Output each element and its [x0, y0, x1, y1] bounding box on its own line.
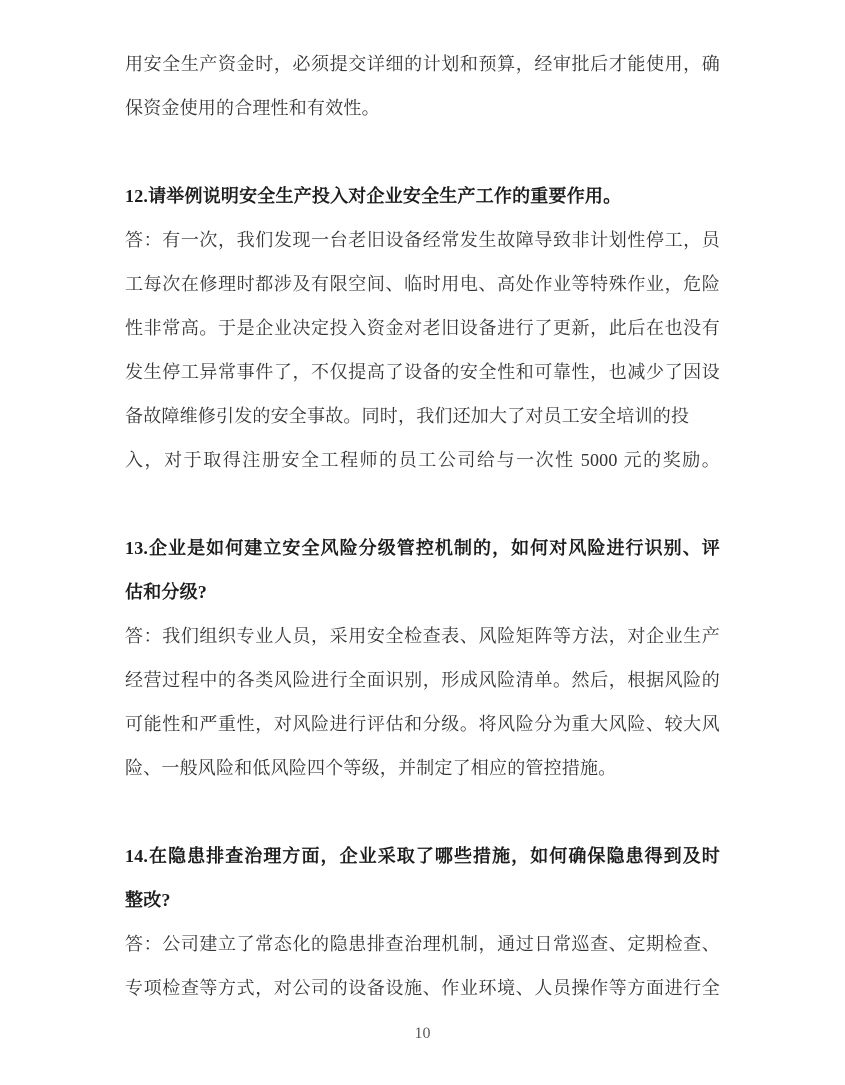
answer-line: 答：我们组织专业人员，采用安全检查表、风险矩阵等方法，对企业生产 [125, 626, 720, 646]
answer-line: 发生停工异常事件了，不仅提高了设备的安全性和可靠性，也减少了因设 [125, 362, 720, 382]
question-heading-14 [125, 834, 720, 922]
qa-block-14 [125, 834, 720, 1010]
answer-line: 答：有一次，我们发现一台老旧设备经常发生故障导致非计划性停工，员 [125, 230, 720, 250]
question-line: 13.企业是如何建立安全风险分级管控机制的，如何对风险进行识别、评 [125, 538, 720, 558]
answer-line: 专项检查等方式，对公司的设备设施、作业环境、人员操作等方面进行全 [125, 978, 720, 998]
answer-12 [125, 218, 720, 482]
paragraph-continuation [125, 42, 720, 130]
qa-block-13 [125, 526, 720, 790]
question-line: 估和分级? [125, 582, 207, 602]
answer-line: 入，对于取得注册安全工程师的员工公司给与一次性 5000 元的奖励。 [125, 450, 721, 470]
answer-14 [125, 922, 720, 1010]
question-line: 12.请举例说明安全生产投入对企业安全生产工作的重要作用。 [125, 186, 622, 206]
answer-13 [125, 614, 720, 790]
answer-line: 工每次在修理时都涉及有限空间、临时用电、高处作业等特殊作业，危险 [125, 274, 720, 294]
answer-line: 险、一般风险和低风险四个等级，并制定了相应的管控措施。 [125, 758, 617, 778]
answer-line: 答：公司建立了常态化的隐患排查治理机制，通过日常巡查、定期检查、 [125, 934, 720, 954]
page-number: 10 [414, 1025, 431, 1042]
question-heading-12 [125, 174, 720, 218]
question-line: 14.在隐患排查治理方面，企业采取了哪些措施，如何确保隐患得到及时 [125, 846, 720, 866]
question-heading-13 [125, 526, 720, 614]
question-line: 整改? [125, 890, 171, 910]
answer-line: 经营过程中的各类风险进行全面识别，形成风险清单。然后，根据风险的 [125, 670, 720, 690]
qa-block-12 [125, 174, 720, 482]
text-line: 用安全生产资金时，必须提交详细的计划和预算，经审批后才能使用，确 [125, 54, 720, 74]
page-footer [125, 1024, 720, 1044]
answer-line: 性非常高。于是企业决定投入资金对老旧设备进行了更新，此后在也没有 [125, 318, 720, 338]
answer-line: 备故障维修引发的安全事故。同时，我们还加大了对员工安全培训的投 [125, 406, 690, 426]
answer-line: 可能性和严重性，对风险进行评估和分级。将风险分为重大风险、较大风 [125, 714, 720, 734]
text-line: 保资金使用的合理性和有效性。 [125, 98, 380, 118]
